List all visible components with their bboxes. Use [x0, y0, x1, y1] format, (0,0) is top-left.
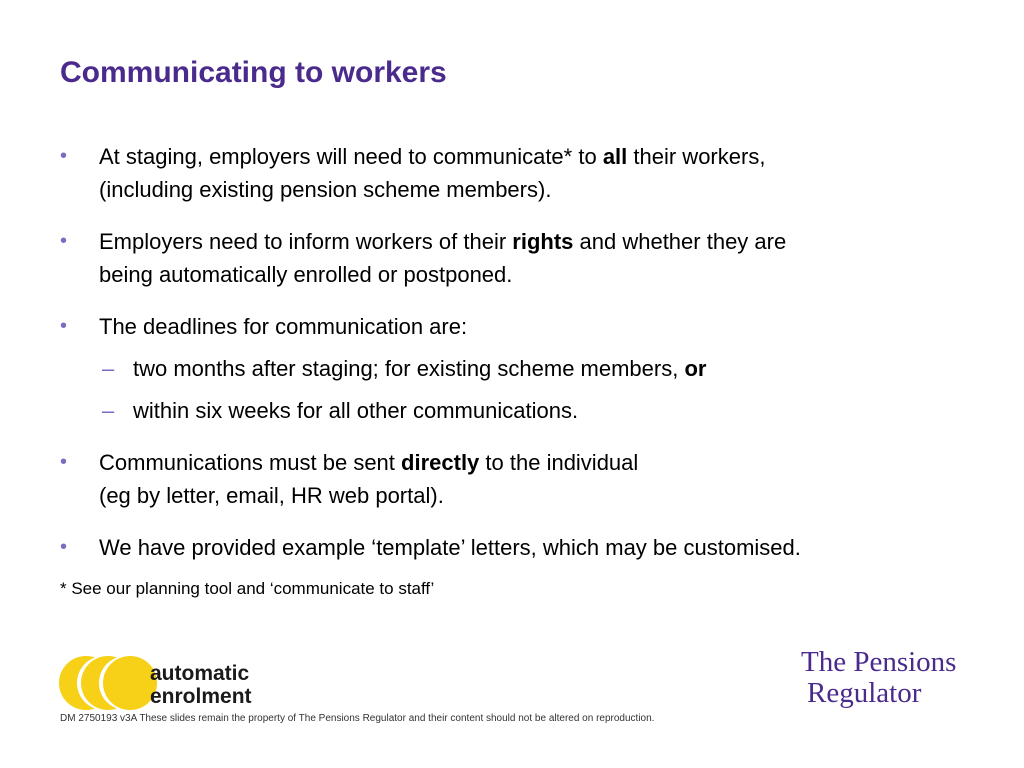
bullet-dot-icon: • — [60, 230, 68, 252]
svg-text:automatic: automatic — [150, 662, 250, 685]
bullet-text: Communications must be sent — [99, 450, 402, 475]
logo-line: The Pensions — [801, 646, 957, 678]
bullet-text: At staging, employers will need to communicate* to — [99, 144, 603, 169]
bullet-text: (eg by letter, email, HR web portal). — [99, 483, 444, 508]
pensions-regulator-logo — [801, 647, 956, 709]
sub-bullet-item — [60, 352, 960, 385]
bullet-item — [60, 140, 960, 206]
bullet-item — [60, 531, 960, 564]
slide-content — [60, 140, 960, 600]
bullet-item — [60, 446, 960, 512]
footnote: * See our planning tool and ‘communicate to staff’ — [60, 579, 435, 598]
bullet-text: (including existing pension scheme members). — [99, 177, 552, 202]
bullet-dot-icon: • — [60, 315, 68, 337]
bullet-dot-icon: • — [60, 536, 68, 558]
bullet-dot-icon: • — [60, 145, 68, 167]
slide-title: Communicating to workers — [60, 56, 447, 89]
bullet-text: Employers need to inform workers of their — [99, 229, 513, 254]
bullet-emphasis: all — [602, 144, 628, 169]
bullet-text: and whether they are — [573, 229, 787, 254]
sub-bullet-text: within six weeks for all other communications. — [133, 398, 579, 423]
bullet-text: their workers, — [627, 144, 766, 169]
bullet-item — [60, 310, 960, 427]
logo-line: Regulator — [807, 677, 922, 709]
dash-icon: – — [102, 398, 115, 423]
bullet-emphasis: rights — [512, 229, 574, 254]
bullet-dot-icon: • — [60, 451, 68, 473]
sub-bullet-item — [60, 394, 960, 427]
bullet-item — [60, 225, 960, 291]
bullet-text: being automatically enrolled or postponed. — [99, 262, 513, 287]
svg-text:enrolment: enrolment — [150, 685, 252, 708]
sub-bullet-emphasis: or — [684, 356, 707, 381]
sub-bullet-text: two months after staging; for existing scheme members, — [133, 356, 685, 381]
automatic-enrolment-logo — [58, 655, 268, 711]
bullet-emphasis: directly — [401, 450, 480, 475]
bullet-text: to the individual — [479, 450, 639, 475]
dash-icon: – — [102, 356, 115, 381]
bullet-text: The deadlines for communication are: — [99, 314, 468, 339]
disclaimer-text: DM 2750193 v3A These slides remain the property of The Pensions Regulator and their content should not be altered on reproduction. — [60, 713, 655, 724]
bullet-text: We have provided example ‘template’ letters, which may be customised. — [99, 535, 801, 560]
